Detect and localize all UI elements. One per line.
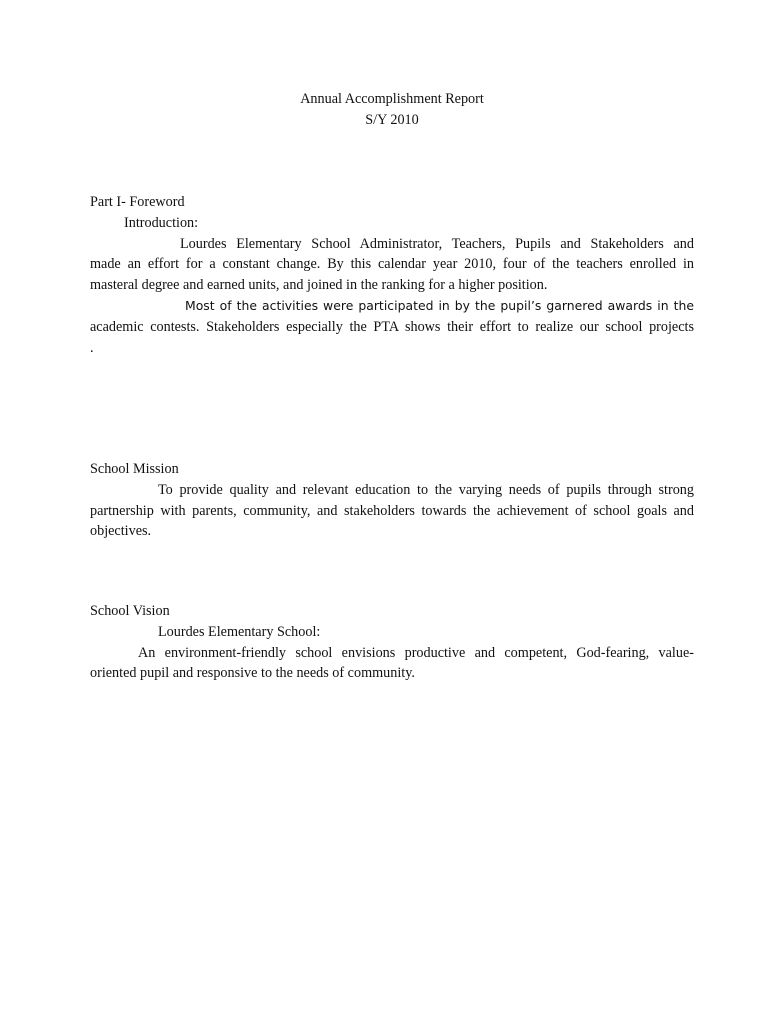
foreword-heading: Part I- Foreword [90,194,185,210]
activities-paragraph-line: academic contests. Stakeholders especially the PTA shows their effort to realize our school projects [90,318,694,335]
school-vision-line: An environment-friendly school envisions productive and competent, God-fearing, value- [138,644,694,661]
activities-paragraph-end: . [90,339,94,356]
school-name: Lourdes Elementary School: [158,623,321,640]
school-mission-section [90,459,694,542]
school-vision-heading: School Vision [90,603,170,619]
school-vision-section [90,601,694,684]
school-mission-line: partnership with parents, community, and stakeholders towards the achievement of school goals and [90,502,694,519]
introduction-heading: Introduction: [124,214,199,231]
document-title-block [0,89,768,131]
introduction-paragraph-line: Lourdes Elementary School Administrator, Teachers, Pupils and Stakeholders and [180,235,694,252]
school-year: S/Y 2010 [365,111,419,128]
foreword-section [90,192,694,358]
school-mission-line: To provide quality and relevant education to the varying needs of pupils through strong [158,481,694,498]
school-mission-line: objectives. [90,523,152,540]
school-mission-heading: School Mission [90,461,179,477]
introduction-paragraph-line: made an effort for a constant change. By this calendar year 2010, four of the teachers enrolled in [90,256,694,273]
document-title: Annual Accomplishment Report [300,91,484,107]
activities-paragraph-line: Most of the activities were participated in by the pupil’s garnered awards in the [185,297,694,313]
school-vision-line: oriented pupil and responsive to the needs of community. [90,665,415,682]
introduction-paragraph-line: masteral degree and earned units, and joined in the ranking for a higher position. [90,277,548,294]
